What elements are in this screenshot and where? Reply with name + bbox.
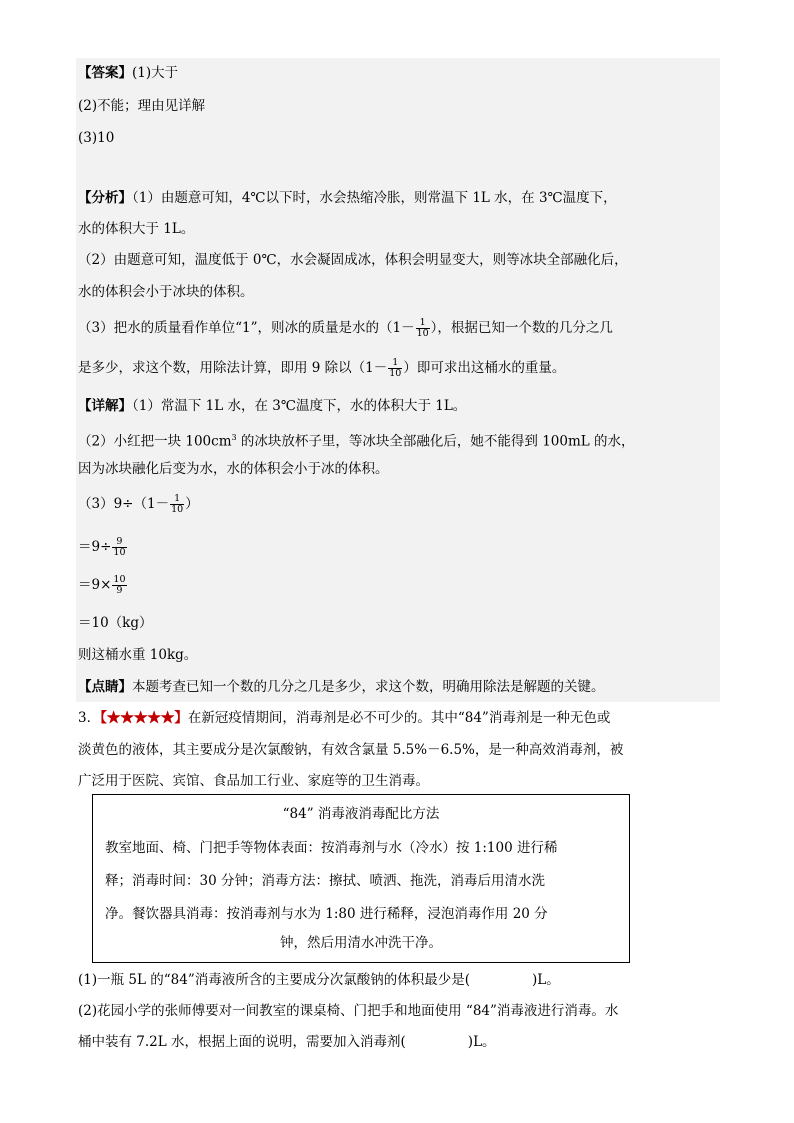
fraction-one-tenth: [388, 358, 402, 379]
analysis-p3-text-d: ）即可求出这桶水的重量。: [403, 360, 566, 376]
box-line-2: 释；消毒时间：30 分钟；消毒方法：擦拭、喷洒、拖洗，消毒后用清水洗: [105, 873, 545, 889]
detail-text-1: （1）常温下 1L 水，在 3℃温度下，水的体积大于 1L。: [132, 398, 467, 414]
fraction-denominator: 10: [113, 547, 126, 558]
subquestion-1-unit: )L。: [532, 972, 560, 988]
subquestion-1: [78, 970, 560, 990]
analysis-line-2: 水的体积大于 1L。: [78, 221, 195, 237]
fraction-denominator: 10: [171, 504, 184, 515]
answer-item-1: (1)大于: [132, 65, 179, 81]
analysis-p3-text-b: ），根据已知一个数的几分之几: [430, 320, 613, 336]
fraction-numerator: 9: [112, 537, 126, 548]
calc-text-3: ＝9×: [78, 577, 112, 593]
calc-line-3: [78, 575, 128, 596]
analysis-line-4: 水的体积会小于冰块的体积。: [78, 284, 254, 300]
detail-label: 【详解】: [78, 398, 132, 414]
question-number: 3．: [78, 710, 101, 726]
detail-line-2: [78, 428, 635, 452]
subquestion-1-text: (1)一瓶 5L 的“84”消毒液所含的主要成分次氯酸钠的体积最少是(: [78, 972, 471, 988]
fraction-nine-tenths: [112, 537, 126, 558]
calc-text-2: ＝9÷: [78, 539, 112, 555]
question3-line-1: [78, 708, 610, 728]
analysis-line-3: （2）由题意可知，温度低于 0℃，水会凝固成冰，体积会明显变大，则等冰块全部融化后，: [78, 252, 628, 268]
analysis-line-6: [78, 358, 565, 379]
fraction-ten-ninths: [112, 575, 126, 596]
comment-line: [78, 677, 605, 697]
answer-item-2: (2)不能；理由见详解: [78, 98, 206, 114]
answer-label: 【答案】: [78, 65, 132, 81]
question3-text-1: 在新冠疫情期间，消毒剂是必不可少的。其中“84”消毒剂是一种无色或: [187, 710, 611, 726]
fraction-denominator: 9: [116, 585, 123, 596]
question3-line-3: 广泛用于医院、宾馆、食品加工行业、家庭等的卫生消毒。: [78, 773, 429, 789]
fraction-numerator: 10: [113, 574, 126, 585]
fraction-one-tenth: [416, 318, 430, 339]
box-title: “84” 消毒液消毒配比方法: [282, 806, 440, 822]
subquestion-2-line-1: (2)花园小学的张师傅要对一间教室的课桌椅、门把手和地面使用 “84”消毒液进行消毒。水: [78, 1003, 619, 1019]
comment-text: 本题考查已知一个数的几分之几是多少，求这个数，明确用除法是解题的关键。: [132, 679, 605, 695]
analysis-label: 【分析】: [78, 190, 132, 206]
fraction-denominator: 10: [416, 328, 429, 339]
analysis-p3-text-c: 是多少，求这个数，用除法计算，即用 9 除以（1－: [78, 360, 388, 376]
difficulty-stars: 【★★★★★】: [100, 710, 188, 726]
analysis-p3-text-a: （3）把水的质量看作单位“1”，则冰的质量是水的（1－: [78, 320, 415, 336]
analysis-line-5: [78, 318, 613, 339]
calc-text-1b: ）: [185, 496, 199, 512]
calc-line-1: [78, 494, 199, 515]
superscript: 3: [231, 433, 237, 442]
answer-item-3: (3)10: [78, 130, 115, 146]
question3-line-2: 淡黄色的液体，其主要成分是次氯酸钠，有效含氯量 5.5%－6.5%，是一种高效消毒剂，被: [78, 742, 624, 758]
detail-line-3: 因为冰块融化后变为水，水的体积会小于冰的体积。: [78, 461, 389, 477]
fraction-numerator: 1: [170, 494, 184, 505]
analysis-p1-text: （1）由题意可知，4℃以下时，水会热缩冷胀，则常温下 1L 水，在 3℃温度下，: [132, 190, 617, 206]
fraction-numerator: 1: [416, 318, 430, 329]
box-line-1: 教室地面、椅、门把手等物体表面：按消毒剂与水（冷水）按 1:100 进行稀: [105, 840, 558, 856]
box-line-3: 净。餐饮器具消毒：按消毒剂与水为 1:80 进行稀释，浸泡消毒作用 20 分: [105, 906, 548, 922]
subquestion-2-text: 桶中装有 7.2L 水，根据上面的说明，需要加入消毒剂(: [78, 1034, 406, 1050]
comment-label: 【点睛】: [78, 679, 132, 695]
conclusion-line: 则这桶水重 10kg。: [78, 647, 198, 663]
subquestion-2-line-2: [78, 1032, 496, 1052]
detail-text-2b: 的冰块放杯子里，等冰块全部融化后，她不能得到 100mL 的水，: [236, 433, 635, 450]
fraction-denominator: 10: [389, 368, 402, 379]
answer-line-1: [78, 63, 178, 83]
disinfectant-instructions-box: [92, 794, 630, 963]
subquestion-2-unit: )L。: [467, 1034, 496, 1050]
detail-text-2a: （2）小红把一块 100cm: [78, 433, 232, 450]
box-line-4: 钟，然后用清水冲洗干净。: [280, 935, 442, 951]
analysis-line-1: [78, 188, 617, 208]
detail-line-1: [78, 396, 466, 416]
calc-text-1a: （3）9÷（1－: [78, 496, 170, 512]
solution-background: [76, 58, 720, 702]
fraction-one-tenth: [170, 494, 184, 515]
calc-line-4: ＝10（kg）: [78, 615, 153, 631]
calc-line-2: [78, 537, 128, 558]
fraction-numerator: 1: [388, 358, 402, 369]
